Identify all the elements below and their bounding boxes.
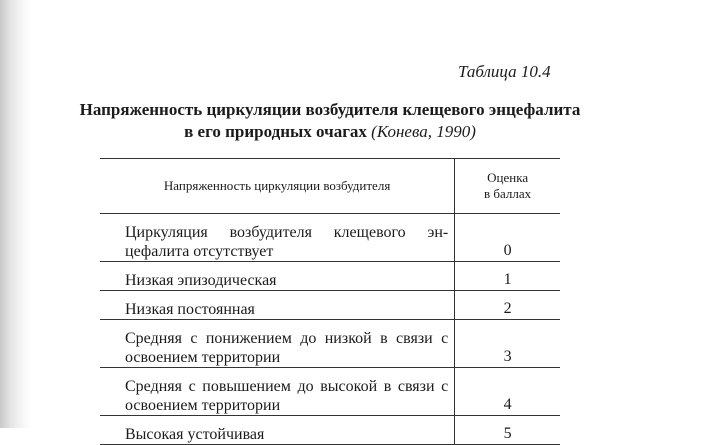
table-number: Таблица 10.4 [458, 62, 551, 81]
header-score-line-1: Оценка [487, 170, 529, 185]
row-label: Низкая постоянная [100, 291, 455, 320]
table-row [100, 291, 560, 320]
row-score: 4 [455, 368, 560, 416]
table-row [100, 262, 560, 291]
row-label: Циркуляция возбудителя клещевого энцефалита отсутствует [100, 214, 455, 262]
row-score: 1 [455, 262, 560, 291]
citation: (Конева, 1990) [371, 122, 476, 141]
title-line-2: в его природных очагах [184, 122, 367, 141]
header-score-line-2: в баллах [484, 186, 532, 201]
row-score: 2 [455, 291, 560, 320]
table-row [100, 368, 560, 416]
row-label: Высокая устойчивая [100, 416, 455, 445]
table-row [100, 320, 560, 368]
row-label: Низкая эпизодическая [100, 262, 455, 291]
table-row [100, 416, 560, 445]
table-row [100, 214, 560, 262]
row-label: Средняя с понижением до низкой в связи с освоением территории [100, 320, 455, 368]
scan-shadow [0, 0, 30, 428]
table-title [60, 99, 600, 143]
data-table [100, 158, 560, 445]
row-score: 3 [455, 320, 560, 368]
row-score: 5 [455, 416, 560, 445]
header-circulation: Напряженность циркуляции возбудителя [100, 159, 455, 214]
title-line-1: Напряженность циркуляции возбудителя клещевого энцефалита [79, 100, 581, 119]
row-label: Средняя с повышением до высокой в связи с освоением территории [100, 368, 455, 416]
header-score [455, 159, 560, 214]
header-row [100, 159, 560, 214]
row-score: 0 [455, 214, 560, 262]
